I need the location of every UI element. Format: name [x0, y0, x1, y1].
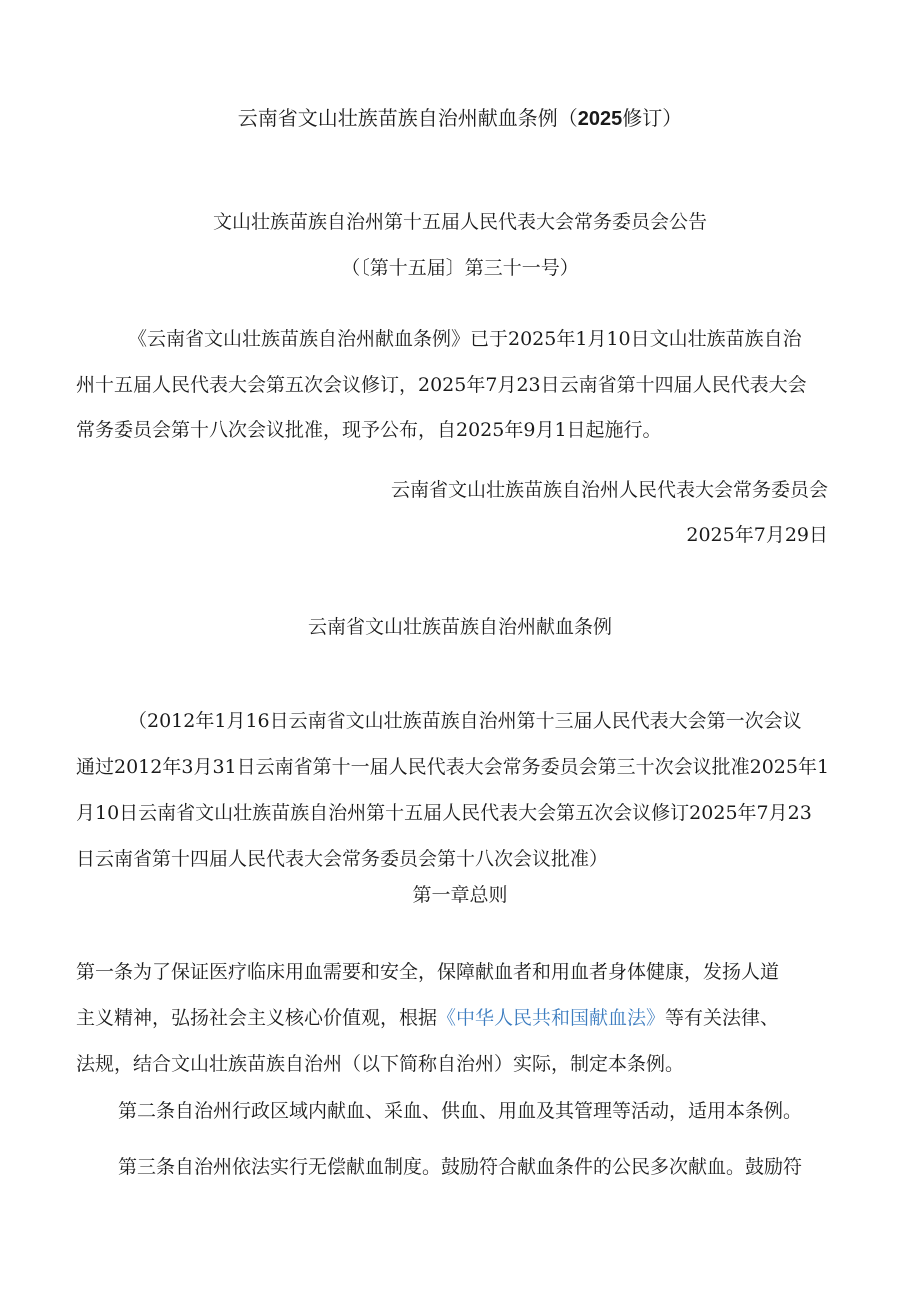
- article-3: 第三条自治州依法实行无偿献血制度。鼓励符合献血条件的公民多次献血。鼓励符: [118, 1156, 803, 1178]
- document-title-year: 2025: [577, 108, 623, 130]
- announcement-line-3: 常务委员会第十八次会议批准，现予公布，自2025年9月1日起施行。: [76, 419, 662, 441]
- announcement-line-2: 州十五届人民代表大会第五次会议修订，2025年7月23日云南省第十四届人民代表大会: [76, 374, 807, 396]
- article-1-line-2-pre: 主义精神，弘扬社会主义核心价值观，根据: [76, 1007, 438, 1029]
- article-1-line-2-post: 等有关法律、: [665, 1007, 780, 1029]
- regulation-title: 云南省文山壮族苗族自治州献血条例: [307, 616, 612, 638]
- document-title: [0, 106, 920, 131]
- article-1-line-1: 第一条为了保证医疗临床用血需要和安全，保障献血者和用血者身体健康，发扬人道: [76, 961, 780, 983]
- chapter-title: 第一章总则: [412, 884, 508, 906]
- issuer: 云南省文山壮族苗族自治州人民代表大会常务委员会: [390, 479, 828, 501]
- article-1-line-3: 法规，结合文山壮族苗族自治州（以下简称自治州）实际，制定本条例。: [76, 1053, 685, 1075]
- history-line-3: 月10日云南省文山壮族苗族自治州第十五届人民代表大会第五次会议修订2025年7月23: [76, 802, 812, 824]
- history-line-1: （2012年1月16日云南省文山壮族苗族自治州第十三届人民代表大会第一次会议: [128, 710, 802, 732]
- document-title-main: 云南省文山壮族苗族自治州献血条例（: [237, 106, 578, 130]
- issue-date: 2025年7月29日: [686, 524, 828, 546]
- announcement-line-1: 《云南省文山壮族苗族自治州献血条例》已于2025年1月10日文山壮族苗族自治: [128, 328, 802, 350]
- announcement-header: 文山壮族苗族自治州第十五届人民代表大会常务委员会公告: [212, 211, 707, 233]
- announcement-number: （〔第十五届〕第三十一号）: [341, 257, 579, 279]
- history-line-4: 日云南省第十四届人民代表大会常务委员会第十八次会议批准）: [76, 848, 609, 870]
- article-1-line-2: [76, 1006, 779, 1030]
- blood-donation-law-link[interactable]: 《中华人民共和国献血法》: [437, 1007, 666, 1029]
- document-title-tail: 修订）: [622, 106, 683, 130]
- history-line-2: 通过2012年3月31日云南省第十一届人民代表大会常务委员会第三十次会议批准2025年1: [76, 756, 830, 778]
- article-2: 第二条自治州行政区域内献血、采血、供血、用血及其管理等活动，适用本条例。: [118, 1100, 803, 1122]
